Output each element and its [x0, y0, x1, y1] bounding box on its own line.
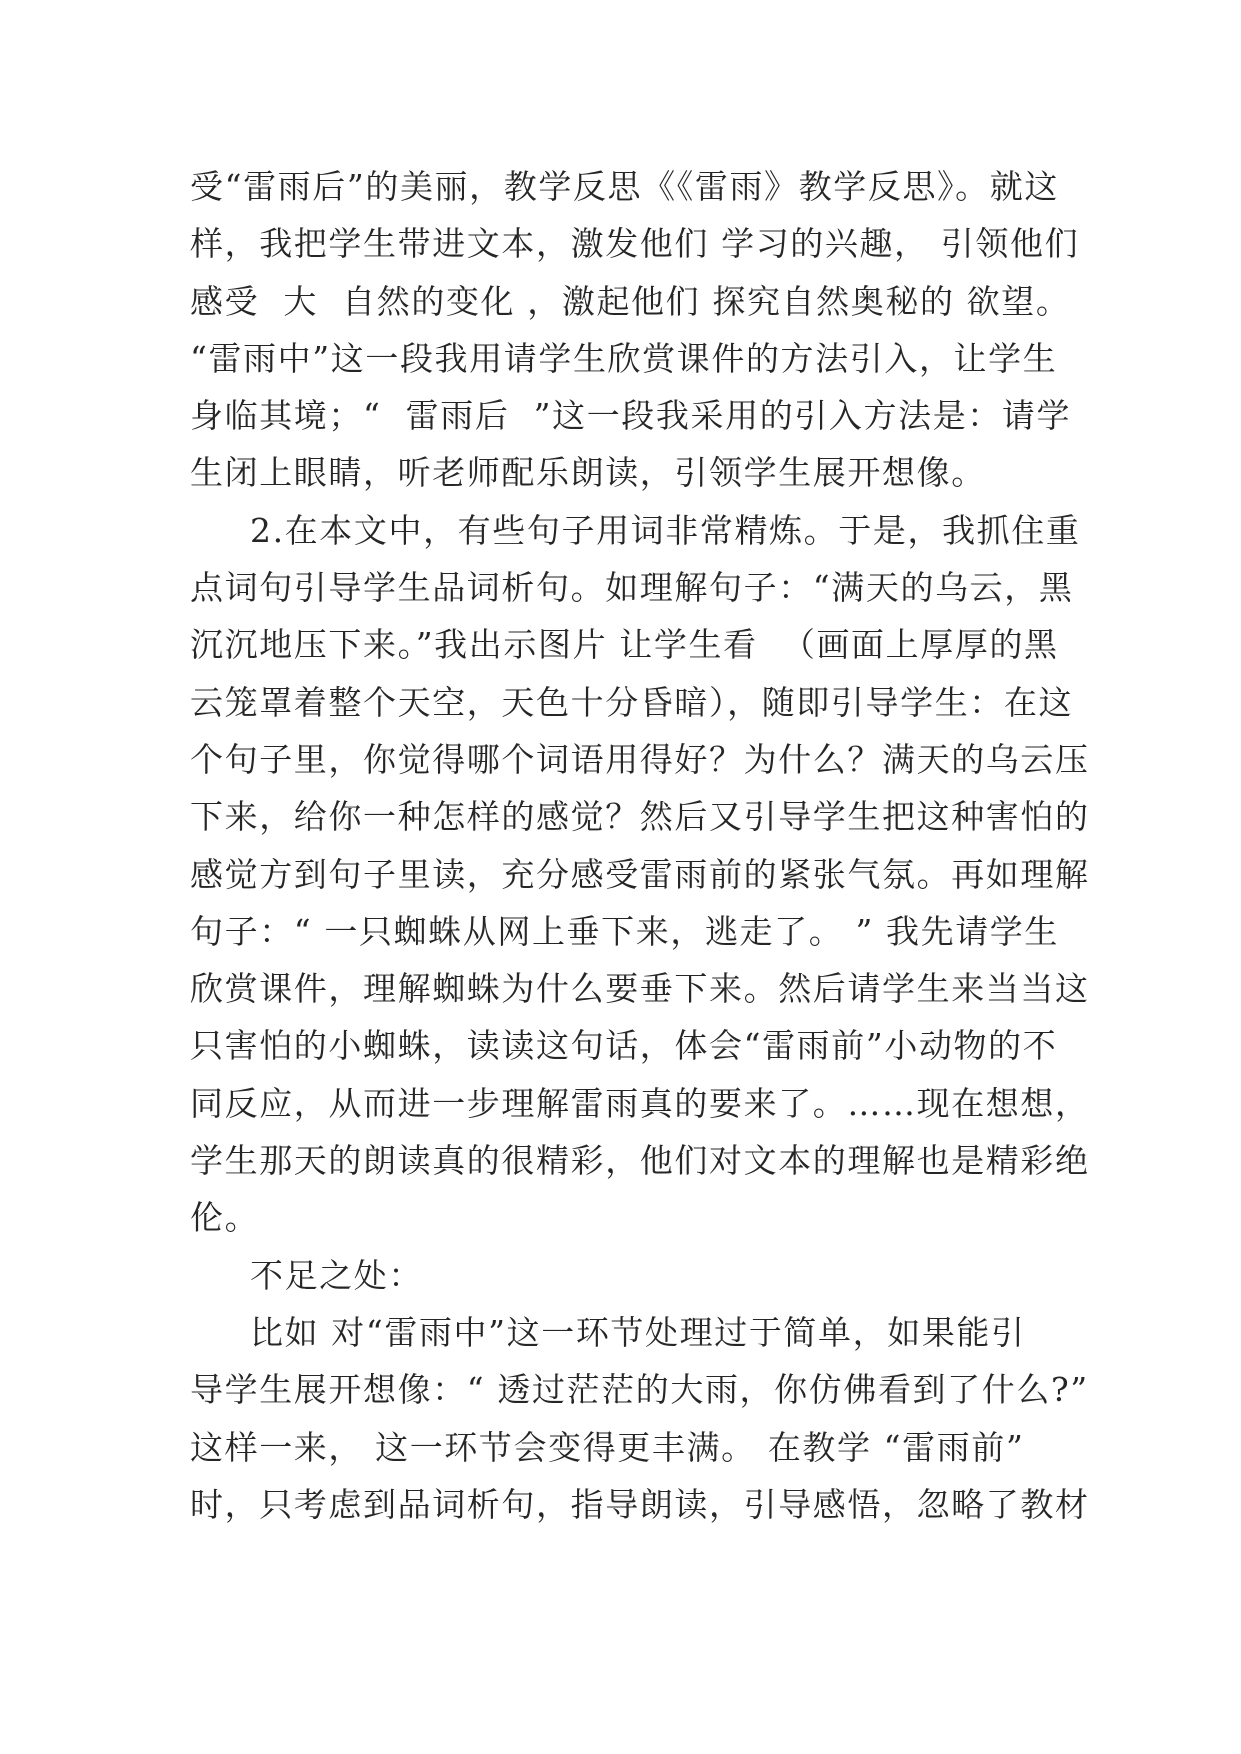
text-line: 学生那天的朗读真的很精彩，他们对文本的理解也是精彩绝 [190, 1141, 1090, 1181]
paragraph-start-line: 2.在本文中，有些句子用词非常精炼。于是，我抓住重 [250, 510, 1081, 550]
text-line: 伦。 [190, 1198, 260, 1238]
text-line: 感受 大 自然的变化 ，激起他们 探究自然奥秘的 欲望。 [190, 281, 1071, 321]
text-line: “雷雨中”这一段我用请学生欣赏课件的方法引入，让学生 [190, 338, 1058, 378]
paragraph-start-line: 比如 对“雷雨中”这一环节处理过于简单，如果能引 [250, 1312, 1026, 1352]
text-line: 点词句引导学生品词析句。如理解句子：“满天的乌云，黑 [190, 568, 1074, 608]
text-line: 下来，给你一种怎样的感觉？然后又引导学生把这种害怕的 [190, 797, 1090, 837]
text-line: 时，只考虑到品词析句，指导朗读，引导感悟，忽略了教材 [190, 1484, 1090, 1524]
text-line: 欣赏课件，理解蜘蛛为什么要垂下来。然后请学生来当当这 [190, 969, 1090, 1009]
text-line: 身临其境；“ 雷雨后 ”这一段我采用的引入方法是：请学 [190, 396, 1072, 436]
text-line: 沉沉地压下来。”我出示图片 让学生看 （画面上厚厚的黑 [190, 625, 1059, 665]
text-line: 样，我把学生带进文本，激发他们 学习的兴趣， 引领他们 [190, 224, 1080, 264]
text-line: 感觉方到句子里读，充分感受雷雨前的紧张气氛。再如理解 [190, 854, 1090, 894]
text-line: 云笼罩着整个天空，天色十分昏暗），随即引导学生：在这 [190, 682, 1074, 722]
text-line: 生闭上眼睛，听老师配乐朗读，引领学生展开想像。 [190, 453, 986, 493]
section-heading: 不足之处： [250, 1255, 423, 1295]
text-line: 导学生展开想像：“ 透过茫茫的大雨，你仿佛看到了什么?” [190, 1370, 1089, 1410]
text-line: 只害怕的小蜘蛛，读读这句话，体会“雷雨前”小动物的不 [190, 1026, 1058, 1066]
text-line: 受“雷雨后”的美丽，教学反思《《雷雨》教学反思》。就这 [190, 167, 1059, 206]
text-line: 这样一来， 这一环节会变得更丰满。 在教学 “雷雨前” [190, 1427, 1025, 1467]
text-line: 句子：“ 一只蜘蛛从网上垂下来，逃走了。 ” 我先请学生 [190, 911, 1060, 951]
text-line: 同反应，从而进一步理解雷雨真的要来了。……现在想想， [190, 1083, 1090, 1123]
body-text [190, 158, 1090, 1533]
text-line: 个句子里，你觉得哪个词语用得好？为什么？满天的乌云压 [190, 739, 1090, 779]
